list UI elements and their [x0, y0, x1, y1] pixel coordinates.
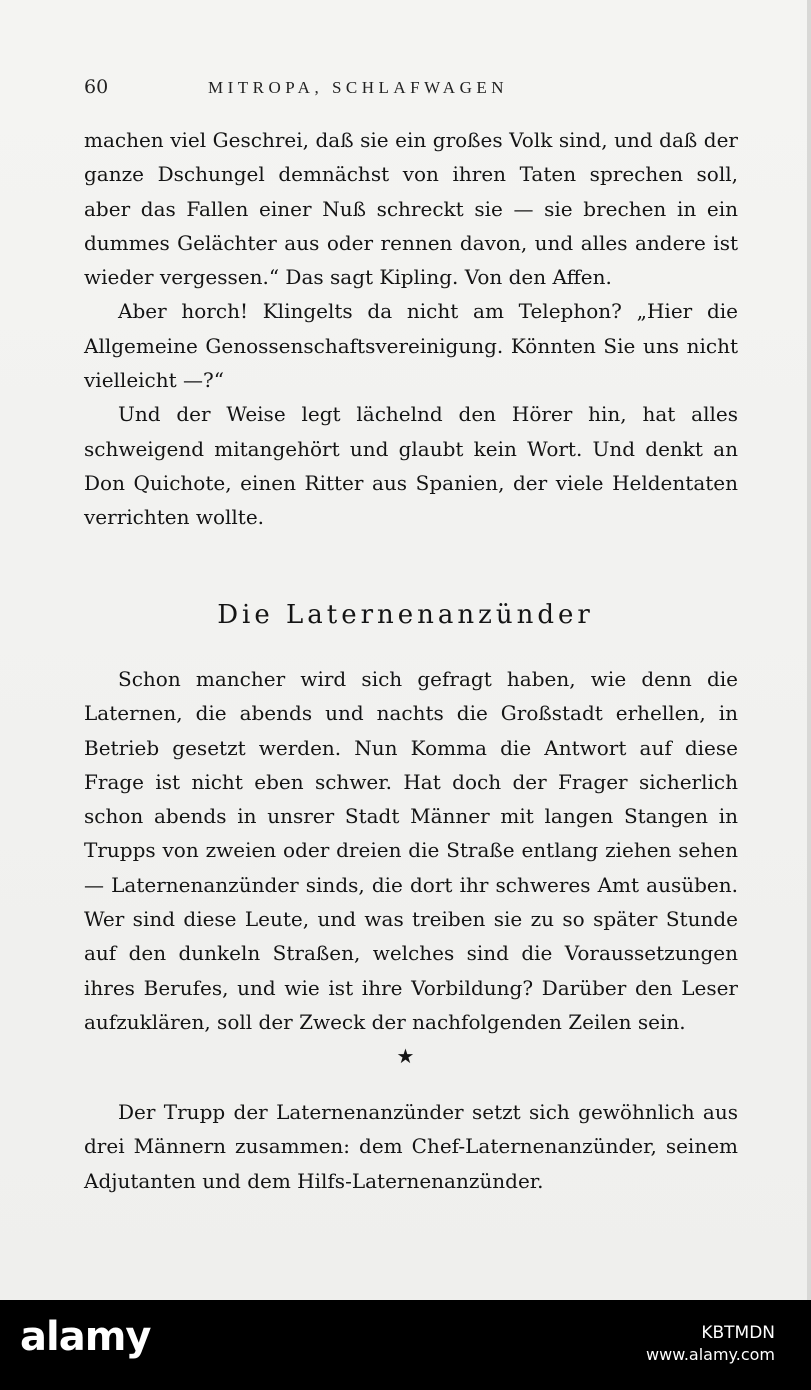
running-head: MITROPA, SCHLAFWAGEN: [208, 78, 509, 97]
image-code-block: [646, 1322, 775, 1366]
text-block-before: [84, 123, 738, 535]
paragraph: Und der Weise legt lächelnd den Hörer hin, hat alles schweigend mitangehört und glaubt kein Wort. Und denkt an Don Quichote, einen Ritter aus Spanien, der viele Heldentaten verrichten wollte.: [84, 402, 738, 530]
paragraph: machen viel Geschrei, daß sie ein großes Volk sind, und daß der ganze Dschungel demnächst von ihren Taten sprechen soll, aber das Fallen einer Nuß schreckt sie — sie brechen in ein dummes Gelächter aus oder rennen davon, und alles andere ist wieder vergessen.“ Das sagt Kipling. Von den Affen.: [84, 128, 738, 290]
page-header: [84, 76, 624, 106]
watermark-url: www.alamy.com: [646, 1345, 775, 1364]
text-block-section: [84, 662, 738, 1039]
alamy-logo: alamy: [20, 1314, 151, 1360]
section-separator-star: ★: [396, 1044, 415, 1068]
image-code: KBTMDN: [701, 1323, 775, 1343]
paragraph: Der Trupp der Laternenanzünder setzt sich gewöhnlich aus drei Männern zusammen: dem Chef-Laternenanzünder, seinem Adjutanten und dem Hilfs-Laternenanzünder.: [84, 1100, 738, 1193]
paragraph: Aber horch! Klingelts da nicht am Telephon? „Hier die Allgemeine Genossenschaftsvereinigung. Könnten Sie uns nicht vielleicht —?“: [84, 299, 738, 393]
stock-watermark-bar: [0, 1300, 811, 1390]
text-block-after: [84, 1095, 738, 1198]
page-number: 60: [84, 76, 109, 98]
section-title: Die Laternenanzünder: [217, 600, 594, 630]
paragraph: Schon mancher wird sich gefragt haben, wie denn die Laternen, die abends und nachts die Großstadt erhellen, in Betrieb gesetzt werden. Nun Komma die Antwort auf diese Frage ist nicht eben schwer. Hat doch der Frager sicherlich schon abends in unsrer Stadt Männer mit langen Stangen in Trupps von zweien oder dreien die Straße entlang ziehen sehen — Laternenanzünder sinds, die dort ihr schweres Amt ausüben. Wer sind diese Leute, und was treiben sie zu so später Stunde auf den dunkeln Straßen, welches sind die Voraussetzungen ihres Berufes, und wie ist ihre Vorbildung? Darüber den Leser aufzuklären, soll der Zweck der nachfolgenden Zeilen sein.: [84, 667, 738, 1034]
